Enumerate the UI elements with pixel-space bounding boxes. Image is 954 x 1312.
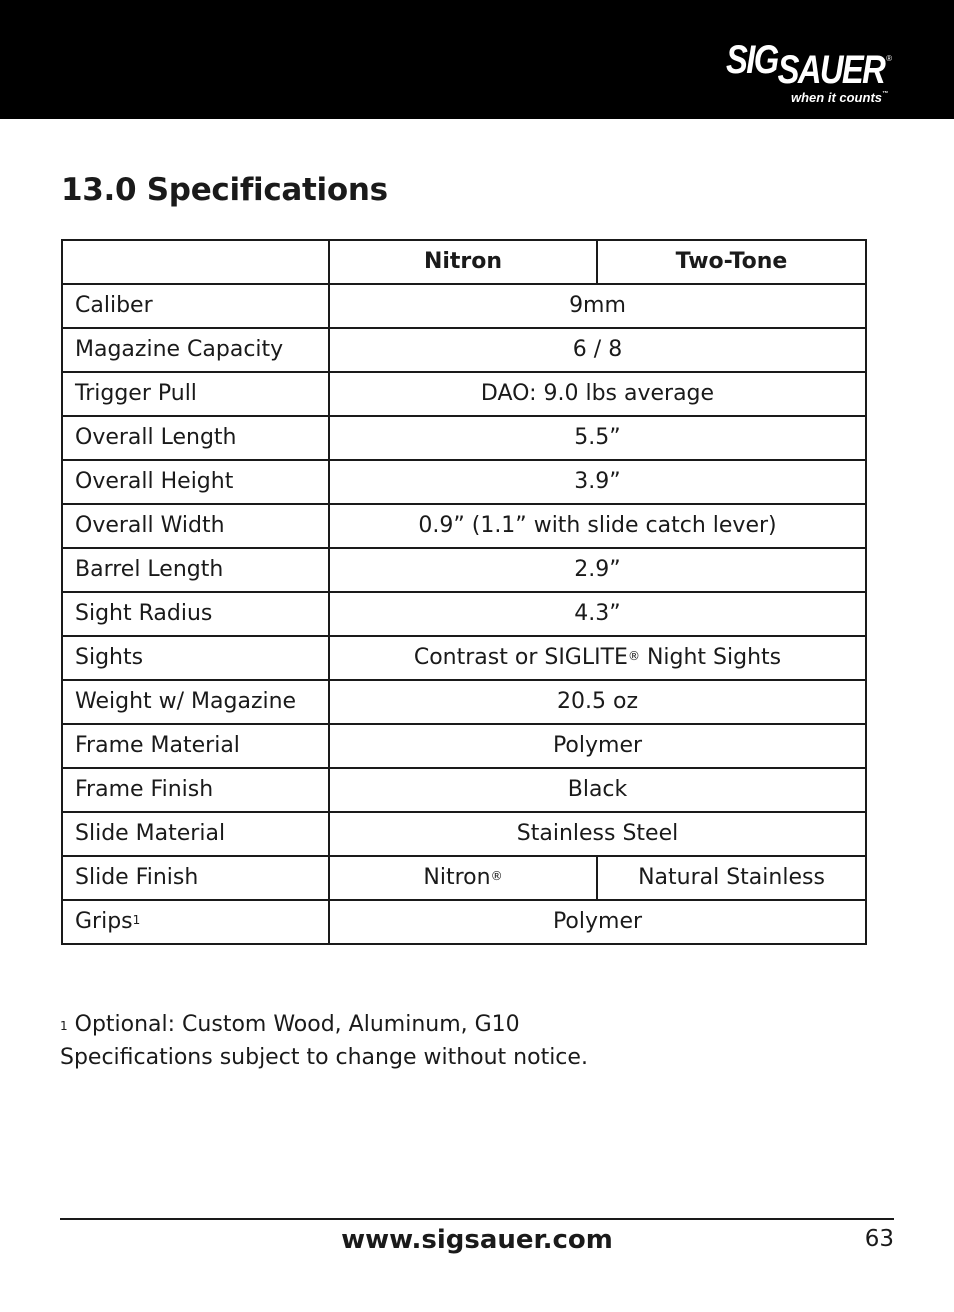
footnote-1-text: Optional: Custom Wood, Aluminum, G10 bbox=[67, 1012, 520, 1037]
footer-website-url: www.sigsauer.com bbox=[341, 1225, 613, 1255]
row-value-nitron bbox=[329, 856, 597, 900]
table-row bbox=[62, 504, 866, 548]
header-nitron: Nitron bbox=[329, 240, 597, 284]
table-row bbox=[62, 372, 866, 416]
sig-sauer-logo bbox=[726, 38, 896, 108]
row-label: Overall Height bbox=[62, 460, 329, 504]
row-value: 0.9” (1.1” with slide catch lever) bbox=[329, 504, 866, 548]
row-label: Magazine Capacity bbox=[62, 328, 329, 372]
row-label: Slide Finish bbox=[62, 856, 329, 900]
row-label: Frame Finish bbox=[62, 768, 329, 812]
table-row bbox=[62, 548, 866, 592]
table-row bbox=[62, 328, 866, 372]
grips-label-text: Grips bbox=[75, 909, 133, 934]
header-bar bbox=[0, 0, 954, 119]
row-label: Overall Width bbox=[62, 504, 329, 548]
table-row bbox=[62, 592, 866, 636]
tagline-text: when it counts bbox=[791, 90, 882, 105]
table-row bbox=[62, 460, 866, 504]
row-label: Caliber bbox=[62, 284, 329, 328]
row-value: 5.5” bbox=[329, 416, 866, 460]
footnote-1 bbox=[60, 1008, 880, 1041]
footnotes bbox=[60, 1008, 880, 1074]
row-value: Black bbox=[329, 768, 866, 812]
footnote-reference: 1 bbox=[132, 913, 141, 927]
nitron-value-text: Nitron bbox=[423, 865, 491, 890]
disclaimer-note: Specifications subject to change without notice. bbox=[60, 1045, 588, 1070]
table-row bbox=[62, 284, 866, 328]
row-value: DAO: 9.0 lbs average bbox=[329, 372, 866, 416]
logo-tagline bbox=[791, 90, 888, 105]
page-number: 63 bbox=[864, 1226, 894, 1252]
logo-wordmark bbox=[726, 38, 885, 92]
table-row bbox=[62, 416, 866, 460]
row-value-two-tone: Natural Stainless bbox=[597, 856, 866, 900]
sights-value-suffix: Night Sights bbox=[639, 645, 782, 670]
row-label bbox=[62, 900, 329, 944]
row-value: 4.3” bbox=[329, 592, 866, 636]
row-label: Overall Length bbox=[62, 416, 329, 460]
row-value: 20.5 oz bbox=[329, 680, 866, 724]
table-row bbox=[62, 812, 866, 856]
row-label: Frame Material bbox=[62, 724, 329, 768]
row-value: 2.9” bbox=[329, 548, 866, 592]
row-label: Barrel Length bbox=[62, 548, 329, 592]
row-label: Sight Radius bbox=[62, 592, 329, 636]
table-header-row bbox=[62, 240, 866, 284]
header-two-tone: Two-Tone bbox=[597, 240, 866, 284]
row-label: Sights bbox=[62, 636, 329, 680]
table-row bbox=[62, 724, 866, 768]
row-value: 6 / 8 bbox=[329, 328, 866, 372]
row-value bbox=[329, 636, 866, 680]
row-value: Polymer bbox=[329, 900, 866, 944]
row-label: Slide Material bbox=[62, 812, 329, 856]
table-row bbox=[62, 768, 866, 812]
logo-registered-mark: ® bbox=[886, 54, 892, 63]
footnote-1-marker: 1 bbox=[60, 1019, 68, 1033]
row-label: Trigger Pull bbox=[62, 372, 329, 416]
footer-divider bbox=[60, 1218, 894, 1220]
row-label: Weight w/ Magazine bbox=[62, 680, 329, 724]
row-value: Polymer bbox=[329, 724, 866, 768]
specifications-table bbox=[61, 239, 867, 945]
table-row bbox=[62, 636, 866, 680]
tagline-trademark: ™ bbox=[882, 91, 888, 97]
row-value: 9mm bbox=[329, 284, 866, 328]
table-row bbox=[62, 856, 866, 900]
page-title: 13.0 Specifications bbox=[61, 172, 388, 208]
registered-mark: ® bbox=[490, 869, 503, 883]
logo-sig: SIG bbox=[726, 38, 778, 82]
registered-mark: ® bbox=[627, 649, 640, 663]
row-value: 3.9” bbox=[329, 460, 866, 504]
logo-sauer: SAUER bbox=[777, 48, 885, 92]
table-row bbox=[62, 680, 866, 724]
table-row bbox=[62, 900, 866, 944]
row-value: Stainless Steel bbox=[329, 812, 866, 856]
sights-value-text: Contrast or SIGLITE bbox=[413, 645, 628, 670]
header-empty-cell bbox=[62, 240, 329, 284]
